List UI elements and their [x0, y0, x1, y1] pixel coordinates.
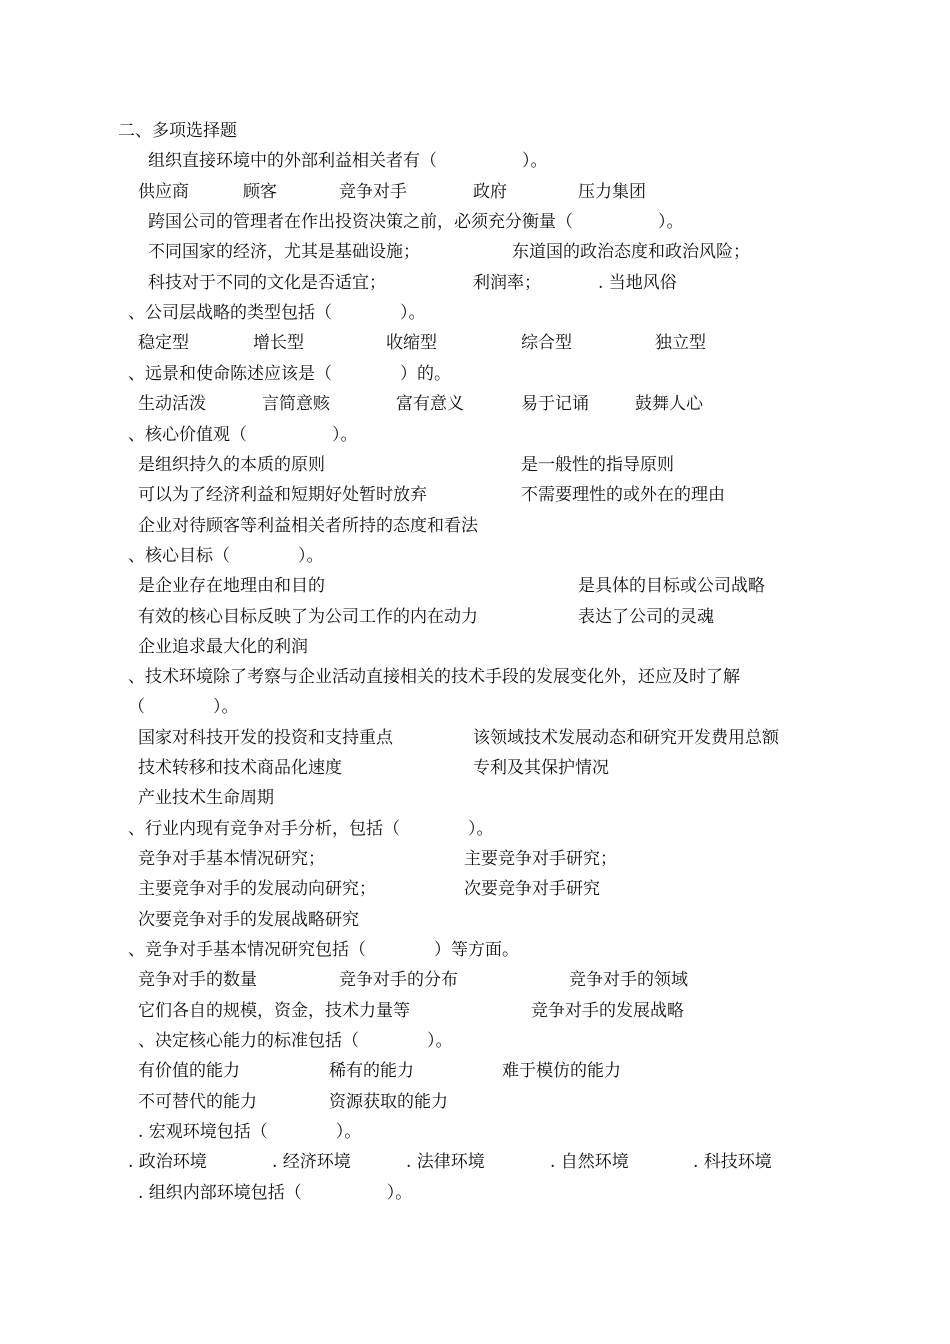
- q7-option-a: 国家对科技开发的投资和支持重点: [138, 728, 393, 748]
- question-2-stem: 跨国公司的管理者在作出投资决策之前，必须充分衡量（ ）。: [148, 212, 684, 232]
- q5-option-c: 可以为了经济利益和短期好处暂时放弃: [138, 485, 427, 505]
- q9-option-c: 竞争对手的领域: [569, 970, 688, 990]
- q5-option-e: 企业对待顾客等利益相关者所持的态度和看法: [138, 516, 478, 536]
- q5-option-a: 是组织持久的本质的原则: [138, 455, 325, 475]
- q10-option-c: 难于模仿的能力: [502, 1061, 621, 1081]
- question-4-stem: 、远景和使命陈述应该是（ ）的。: [128, 364, 451, 384]
- question-10-stem: 、决定核心能力的标准包括（ ）。: [138, 1031, 453, 1051]
- q7-option-d: 专利及其保护情况: [473, 758, 609, 778]
- q6-option-a: 是企业存在地理由和目的: [138, 576, 325, 596]
- q3-option-d: 综合型: [521, 333, 572, 353]
- q5-option-d: 不需要理性的或外在的理由: [521, 485, 725, 505]
- q8-option-d: 次要竞争对手研究: [464, 879, 600, 899]
- q8-option-e: 次要竞争对手的发展战略研究: [138, 910, 359, 930]
- q11-option-a: . 政治环境: [128, 1152, 207, 1172]
- q3-option-a: 稳定型: [138, 333, 189, 353]
- q10-option-a: 有价值的能力: [138, 1061, 240, 1081]
- q6-option-e: 企业追求最大化的利润: [138, 637, 308, 657]
- q2-option-e: . 当地风俗: [598, 273, 677, 293]
- q3-option-e: 独立型: [655, 333, 706, 353]
- q11-option-c: . 法律环境: [406, 1152, 485, 1172]
- q11-option-b: . 经济环境: [272, 1152, 351, 1172]
- q9-option-b: 竞争对手的分布: [339, 970, 458, 990]
- q8-option-a: 竞争对手基本情况研究；: [138, 849, 325, 869]
- q11-option-d: . 自然环境: [550, 1152, 629, 1172]
- q4-option-e: 鼓舞人心: [635, 394, 703, 414]
- q10-option-e: 资源获取的能力: [329, 1092, 448, 1112]
- question-11-stem: . 宏观环境包括（ ）。: [138, 1122, 362, 1142]
- q1-option-e: 压力集团: [578, 182, 646, 202]
- q10-option-d: 不可替代的能力: [138, 1092, 257, 1112]
- q7-option-e: 产业技术生命周期: [138, 788, 274, 808]
- q6-option-d: 表达了公司的灵魂: [578, 607, 714, 627]
- q4-option-c: 富有意义: [396, 394, 464, 414]
- question-3-stem: 、公司层战略的类型包括（ ）。: [128, 303, 426, 323]
- q6-option-b: 是具体的目标或公司战略: [578, 576, 765, 596]
- q2-option-a: 不同国家的经济，尤其是基础设施；: [148, 242, 420, 262]
- q2-option-c: 科技对于不同的文化是否适宜；: [148, 273, 386, 293]
- q1-option-a: 供应商: [138, 182, 189, 202]
- section-title: 二、多项选择题: [118, 121, 237, 141]
- q1-option-b: 顾客: [243, 182, 277, 202]
- q4-option-b: 言简意赅: [262, 394, 330, 414]
- q9-option-d: 它们各自的规模，资金，技术力量等: [138, 1001, 410, 1021]
- q7-option-b: 该领域技术发展动态和研究开发费用总额: [473, 728, 779, 748]
- question-1-stem: 组织直接环境中的外部利益相关者有（ ）。: [148, 151, 548, 171]
- q4-option-a: 生动活泼: [138, 394, 206, 414]
- q10-option-b: 稀有的能力: [329, 1061, 414, 1081]
- q11-option-e: . 科技环境: [693, 1152, 772, 1172]
- q9-option-a: 竞争对手的数量: [138, 970, 257, 990]
- question-6-stem: 、核心目标（ ）。: [128, 546, 324, 566]
- q1-option-d: 政府: [473, 182, 507, 202]
- q5-option-b: 是一般性的指导原则: [521, 455, 674, 475]
- q2-option-d: 利润率；: [473, 273, 541, 293]
- q6-option-c: 有效的核心目标反映了为公司工作的内在动力: [138, 607, 478, 627]
- q1-option-c: 竞争对手: [339, 182, 407, 202]
- question-7-stem: 、技术环境除了考察与企业活动直接相关的技术手段的发展变化外，还应及时了解: [128, 667, 740, 687]
- q4-option-d: 易于记诵: [521, 394, 589, 414]
- q8-option-c: 主要竞争对手的发展动向研究；: [138, 879, 376, 899]
- question-12-stem: . 组织内部环境包括（ ）。: [138, 1183, 413, 1203]
- question-9-stem: 、竞争对手基本情况研究包括（ ）等方面。: [128, 940, 519, 960]
- q8-option-b: 主要竞争对手研究；: [464, 849, 617, 869]
- q3-option-b: 增长型: [253, 333, 304, 353]
- q3-option-c: 收缩型: [386, 333, 437, 353]
- q2-option-b: 东道国的政治态度和政治风险；: [512, 242, 750, 262]
- question-8-stem: 、行业内现有竞争对手分析，包括（ ）。: [128, 819, 494, 839]
- question-7-stem-continued: （ ）。: [128, 697, 239, 717]
- q9-option-e: 竞争对手的发展战略: [531, 1001, 684, 1021]
- question-5-stem: 、核心价值观（ ）。: [128, 425, 358, 445]
- q7-option-c: 技术转移和技术商品化速度: [138, 758, 342, 778]
